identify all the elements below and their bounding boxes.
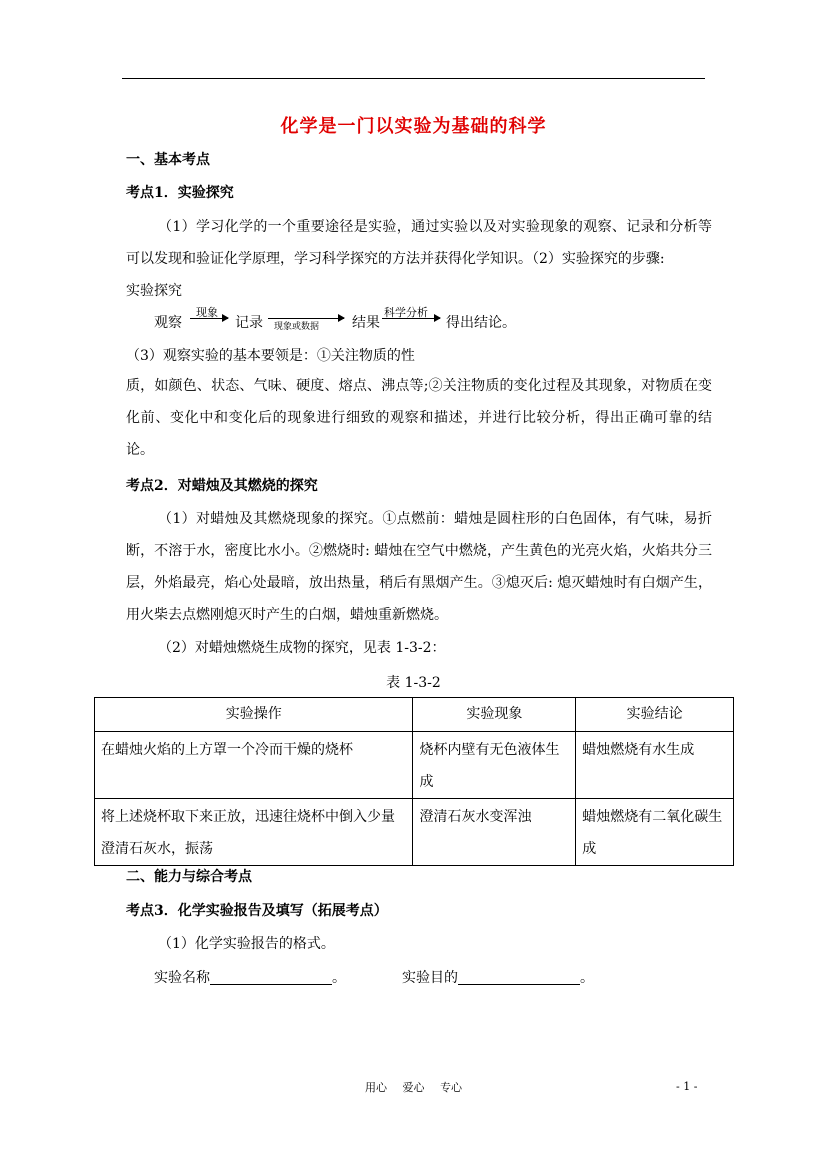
table-header: 实验现象 bbox=[413, 698, 576, 732]
table-row bbox=[95, 799, 734, 866]
flow-node-record: 记录 bbox=[235, 315, 263, 331]
table-header-row bbox=[95, 698, 734, 732]
table-cell: 蜡烛燃烧有二氧化碳生成 bbox=[576, 799, 734, 866]
kp2-heading: 考点2．对蜡烛及其燃烧的探究 bbox=[126, 478, 318, 494]
kp1-paragraph-2-first-line: （3）观察实验的基本要领是：①关注物质的性 bbox=[126, 348, 415, 364]
report-purpose-period: 。 bbox=[580, 970, 594, 986]
flow-label-phenomenon: 现象 bbox=[196, 306, 218, 319]
flow-node-result: 结果 bbox=[352, 315, 380, 331]
footer-text: 专心 bbox=[440, 1081, 462, 1094]
kp1-paragraph-2: 质，如颜色、状态、气味、硬度、熔点、沸点等;②关注物质的变化过程及其现象，对物质在变化前、变化中和变化后的现象进行细致的观察和描述，并进行比较分析，得出正确可靠的结论。 bbox=[126, 378, 712, 458]
kp3-heading: 考点3．化学实验报告及填写（拓展考点） bbox=[126, 903, 388, 919]
table-cell: 蜡烛燃烧有水生成 bbox=[576, 732, 734, 799]
page-number: - 1 - bbox=[676, 1080, 698, 1093]
flow-arrow-3 bbox=[382, 318, 440, 319]
report-purpose-blank bbox=[458, 966, 580, 985]
table-cell: 澄清石灰水变浑浊 bbox=[413, 799, 576, 866]
table-cell: 将上述烧杯取下来正放，迅速往烧杯中倒入少量澄清石灰水，振荡 bbox=[95, 799, 413, 866]
table-cell: 在蜡烛火焰的上方罩一个冷而干燥的烧杯 bbox=[95, 732, 413, 799]
report-name-line bbox=[154, 966, 346, 987]
flow-node-observe: 观察 bbox=[154, 315, 182, 331]
kp3-paragraph-1: （1）化学实验报告的格式。 bbox=[158, 936, 335, 952]
report-purpose-label: 实验目的 bbox=[402, 970, 458, 986]
kp1-heading: 考点1．实验探究 bbox=[126, 185, 234, 201]
table-cell: 烧杯内壁有无色液体生成 bbox=[413, 732, 576, 799]
page-title: 化学是一门以实验为基础的科学 bbox=[280, 116, 547, 137]
page-footer bbox=[0, 1079, 827, 1095]
flow-node-conclusion: 得出结论。 bbox=[446, 315, 516, 331]
table-row bbox=[95, 732, 734, 799]
kp2-paragraph-2: （2）对蜡烛燃烧生成物的探究，见表 1-3-2： bbox=[158, 640, 446, 656]
table-header: 实验结论 bbox=[576, 698, 734, 732]
footer-text: 用心 bbox=[365, 1081, 387, 1094]
table-caption: 表 1-3-2 bbox=[386, 675, 441, 691]
report-name-period: 。 bbox=[332, 970, 346, 986]
exploration-flow-diagram bbox=[0, 304, 827, 344]
flow-label-analysis: 科学分析 bbox=[384, 306, 428, 319]
footer-text: 爱心 bbox=[402, 1081, 425, 1094]
flow-title: 实验探究 bbox=[126, 283, 182, 299]
experiment-table bbox=[94, 697, 734, 866]
report-purpose-line bbox=[402, 966, 594, 987]
report-name-label: 实验名称 bbox=[154, 970, 210, 986]
header-rule bbox=[122, 78, 705, 79]
kp1-paragraph-1: （1）学习化学的一个重要途径是实验，通过实验以及对实验现象的观察、记录和分析等可以发现和验证化学原理，学习科学探究的方法并获得化学知识。（2）实验探究的步骤: bbox=[126, 219, 712, 267]
section-heading-ability: 二、能力与综合考点 bbox=[126, 869, 252, 885]
kp2-paragraph-1: （1）对蜡烛及其燃烧现象的探究。①点燃前：蜡烛是圆柱形的白色固体，有气味，易折断，不溶于水，密度比水小。②燃烧时: 蜡烛在空气中燃烧，产生黄色的光亮火焰，火焰共分三层，外焰最亮，焰心处最暗，放出热量，稍后有黑烟产生。③熄灭后: 熄灭蜡烛时有白烟产生，用火柴去点燃刚熄灭时产生的白烟，蜡烛重新燃烧。 bbox=[126, 511, 712, 623]
flow-arrow-1 bbox=[190, 318, 228, 319]
section-heading-basic: 一、基本考点 bbox=[126, 152, 210, 168]
report-name-blank bbox=[210, 966, 332, 985]
table-header: 实验操作 bbox=[95, 698, 413, 732]
flow-label-data: 现象或数据 bbox=[274, 322, 320, 332]
